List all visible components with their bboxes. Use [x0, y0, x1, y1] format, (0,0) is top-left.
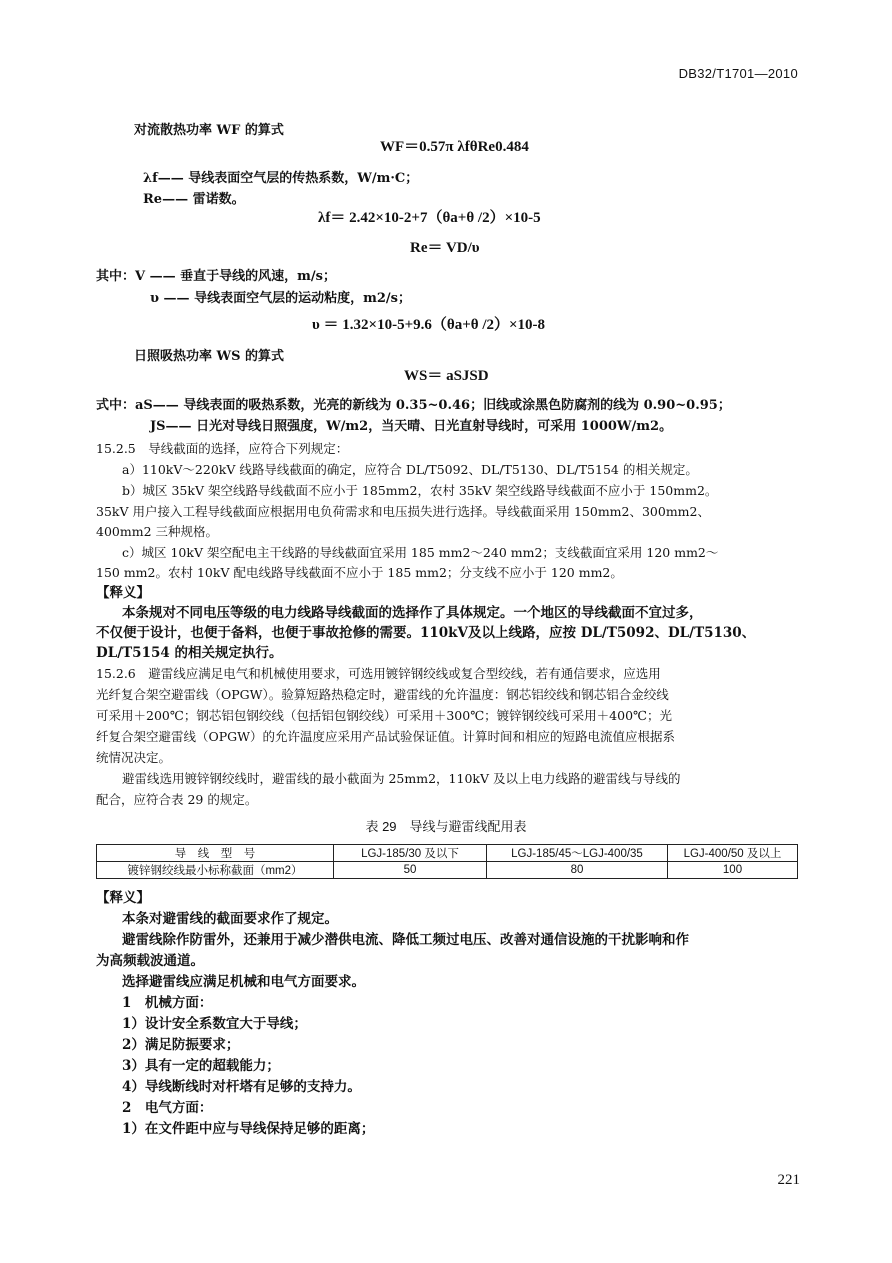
table-29-caption: 表 29 导线与避雷线配用表	[365, 819, 527, 834]
clause-15-2-5-a: a）110kV～220kV 线路导线截面的确定，应符合 DL/T5092、DL/T5130、DL/T5154 的相关规定。	[122, 462, 698, 477]
clause-15-2-5-b-line1: b）城区 35kV 架空线路导线截面不应小于 185mm2，农村 35kV 架空线路导线截面不应小于 150mm2。	[122, 483, 718, 498]
viscosity-definition: υ —— 导线表面空气层的运动粘度，m2/s；	[150, 291, 411, 306]
lambda-definition: λf—— 导线表面空气层的传热系数，W/m·C；	[143, 171, 419, 186]
conductor-ground-wire-table	[96, 844, 798, 879]
clause-15-2-5-c-line1: c）城区 10kV 架空配电主干线路的导线截面宜采用 185 mm2～240 mm2；支线截面宜采用 120 mm2～	[122, 545, 719, 560]
absorption-definition: 式中：aS—— 导线表面的吸热系数，光亮的新线为 0.35~0.46；旧线或涂黑色防腐剂的线为 0.90~0.95；	[96, 398, 731, 413]
interpretation-1-line2: 不仅便于设计，也便于备料，也便于事故抢修的需要。110kV及以上线路，应按 DL/T5092、DL/T5130、	[96, 625, 756, 641]
interpretation-1-line1: 本条规对不同电压等级的电力线路导线截面的选择作了具体规定。一个地区的导线截面不宜过多，	[122, 605, 703, 621]
table-cell: 50	[334, 862, 487, 879]
table-cell: 80	[487, 862, 668, 879]
interpretation-heading-2: 【释义】	[96, 890, 150, 906]
document-code-header: DB32/T1701—2010	[678, 66, 798, 81]
clause-15-2-6-line1: 15.2.6 避雷线应满足电气和机械使用要求，可选用镀锌钢绞线或复合型绞线，若有通信要求，应选用	[96, 666, 661, 681]
clause-15-2-6-line2: 光纤复合架空避雷线（OPGW）。验算短路热稳定时，避雷线的允许温度：钢芯铝绞线和钢芯铝合金绞线	[96, 687, 669, 702]
clause-15-2-5-c-line2: 150 mm2。农村 10kV 配电线路导线截面不应小于 185 mm2；分支线不应小于 120 mm2。	[96, 565, 623, 580]
interpretation-2-line2: 避雷线除作防雷外，还兼用于减少潜供电流、降低工频过电压、改善对通信设施的干扰影响和作	[122, 932, 689, 948]
interpretation-heading-1: 【释义】	[96, 585, 150, 601]
clause-15-2-6-line6: 避雷线选用镀锌钢绞线时，避雷线的最小截面为 25mm2，110kV 及以上电力线路的避雷线与导线的	[122, 771, 681, 786]
table-header-cell: LGJ-400/50 及以上	[668, 845, 798, 862]
table-row	[97, 862, 798, 879]
interpretation-2-line1: 本条对避雷线的截面要求作了规定。	[122, 911, 338, 927]
clause-15-2-5-heading: 15.2.5 导线截面的选择，应符合下列规定：	[96, 441, 349, 456]
lambda-formula: λf＝ 2.42×10-2+7（θa+θ /2）×10-5	[318, 210, 541, 226]
clause-15-2-5-b-line2: 35kV 用户接入工程导线截面应根据用电负荷需求和电压损失进行选择。导线截面采用 150mm2、300mm2、	[96, 504, 710, 519]
table-header-cell: 导 线 型 号	[97, 845, 334, 862]
clause-15-2-6-line3: 可采用＋200℃；钢芯铝包钢绞线（包括铝包钢绞线）可采用＋300℃；镀锌钢绞线可采用＋400℃；光	[96, 708, 673, 723]
clause-15-2-6-line7: 配合，应符合表 29 的规定。	[96, 792, 258, 807]
interpretation-1-line3: DL/T5154 的相关规定执行。	[96, 645, 283, 661]
table-header-cell: LGJ-185/45～LGJ-400/35	[487, 845, 668, 862]
convection-formula: WF＝0.57π λfθRe0.484	[380, 139, 529, 155]
interpretation-2-line3: 为高频载波通道。	[96, 953, 204, 969]
table-cell: 100	[668, 862, 798, 879]
wind-speed-definition: 其中：V —— 垂直于导线的风速，m/s；	[96, 269, 336, 284]
re-definition: Re—— 雷诺数。	[143, 192, 245, 207]
interpretation-2-line9: 4）导线断线时对杆塔有足够的支持力。	[122, 1079, 361, 1095]
solar-formula: WS＝ aSJSD	[404, 368, 489, 384]
clause-15-2-6-line5: 统情况决定。	[96, 750, 172, 765]
re-formula: Re＝ VD/υ	[410, 240, 480, 256]
clause-15-2-5-b-line3: 400mm2 三种规格。	[96, 524, 218, 539]
page-number: 221	[777, 1172, 800, 1188]
interpretation-2-line8: 3）具有一定的超载能力；	[122, 1058, 280, 1074]
interpretation-2-line6: 1）设计安全系数宜大于导线；	[122, 1016, 307, 1032]
table-header-cell: LGJ-185/30 及以下	[334, 845, 487, 862]
solar-title: 日照吸热功率 WS 的算式	[134, 349, 285, 364]
table-row	[97, 845, 798, 862]
interpretation-2-line4: 选择避雷线应满足机械和电气方面要求。	[122, 974, 365, 990]
interpretation-2-line11: 1）在文件距中应与导线保持足够的距离；	[122, 1121, 375, 1137]
interpretation-2-line7: 2）满足防振要求；	[122, 1037, 240, 1053]
viscosity-formula: υ ＝ 1.32×10-5+9.6（θa+θ /2）×10-8	[312, 317, 546, 333]
interpretation-2-line5: 1 机械方面：	[122, 995, 213, 1011]
clause-15-2-6-line4: 纤复合架空避雷线（OPGW）的允许温度应采用产品试验保证值。计算时间和相应的短路电流值应根据系	[96, 729, 675, 744]
table-cell: 镀锌钢绞线最小标称截面（mm2）	[97, 862, 334, 879]
interpretation-2-line10: 2 电气方面：	[122, 1100, 213, 1116]
sunlight-definition: JS—— 日光对导线日照强度，W/m2，当天晴、日光直射导线时，可采用 1000W/m2。	[150, 419, 673, 434]
convection-title: 对流散热功率 WF 的算式	[134, 123, 284, 138]
